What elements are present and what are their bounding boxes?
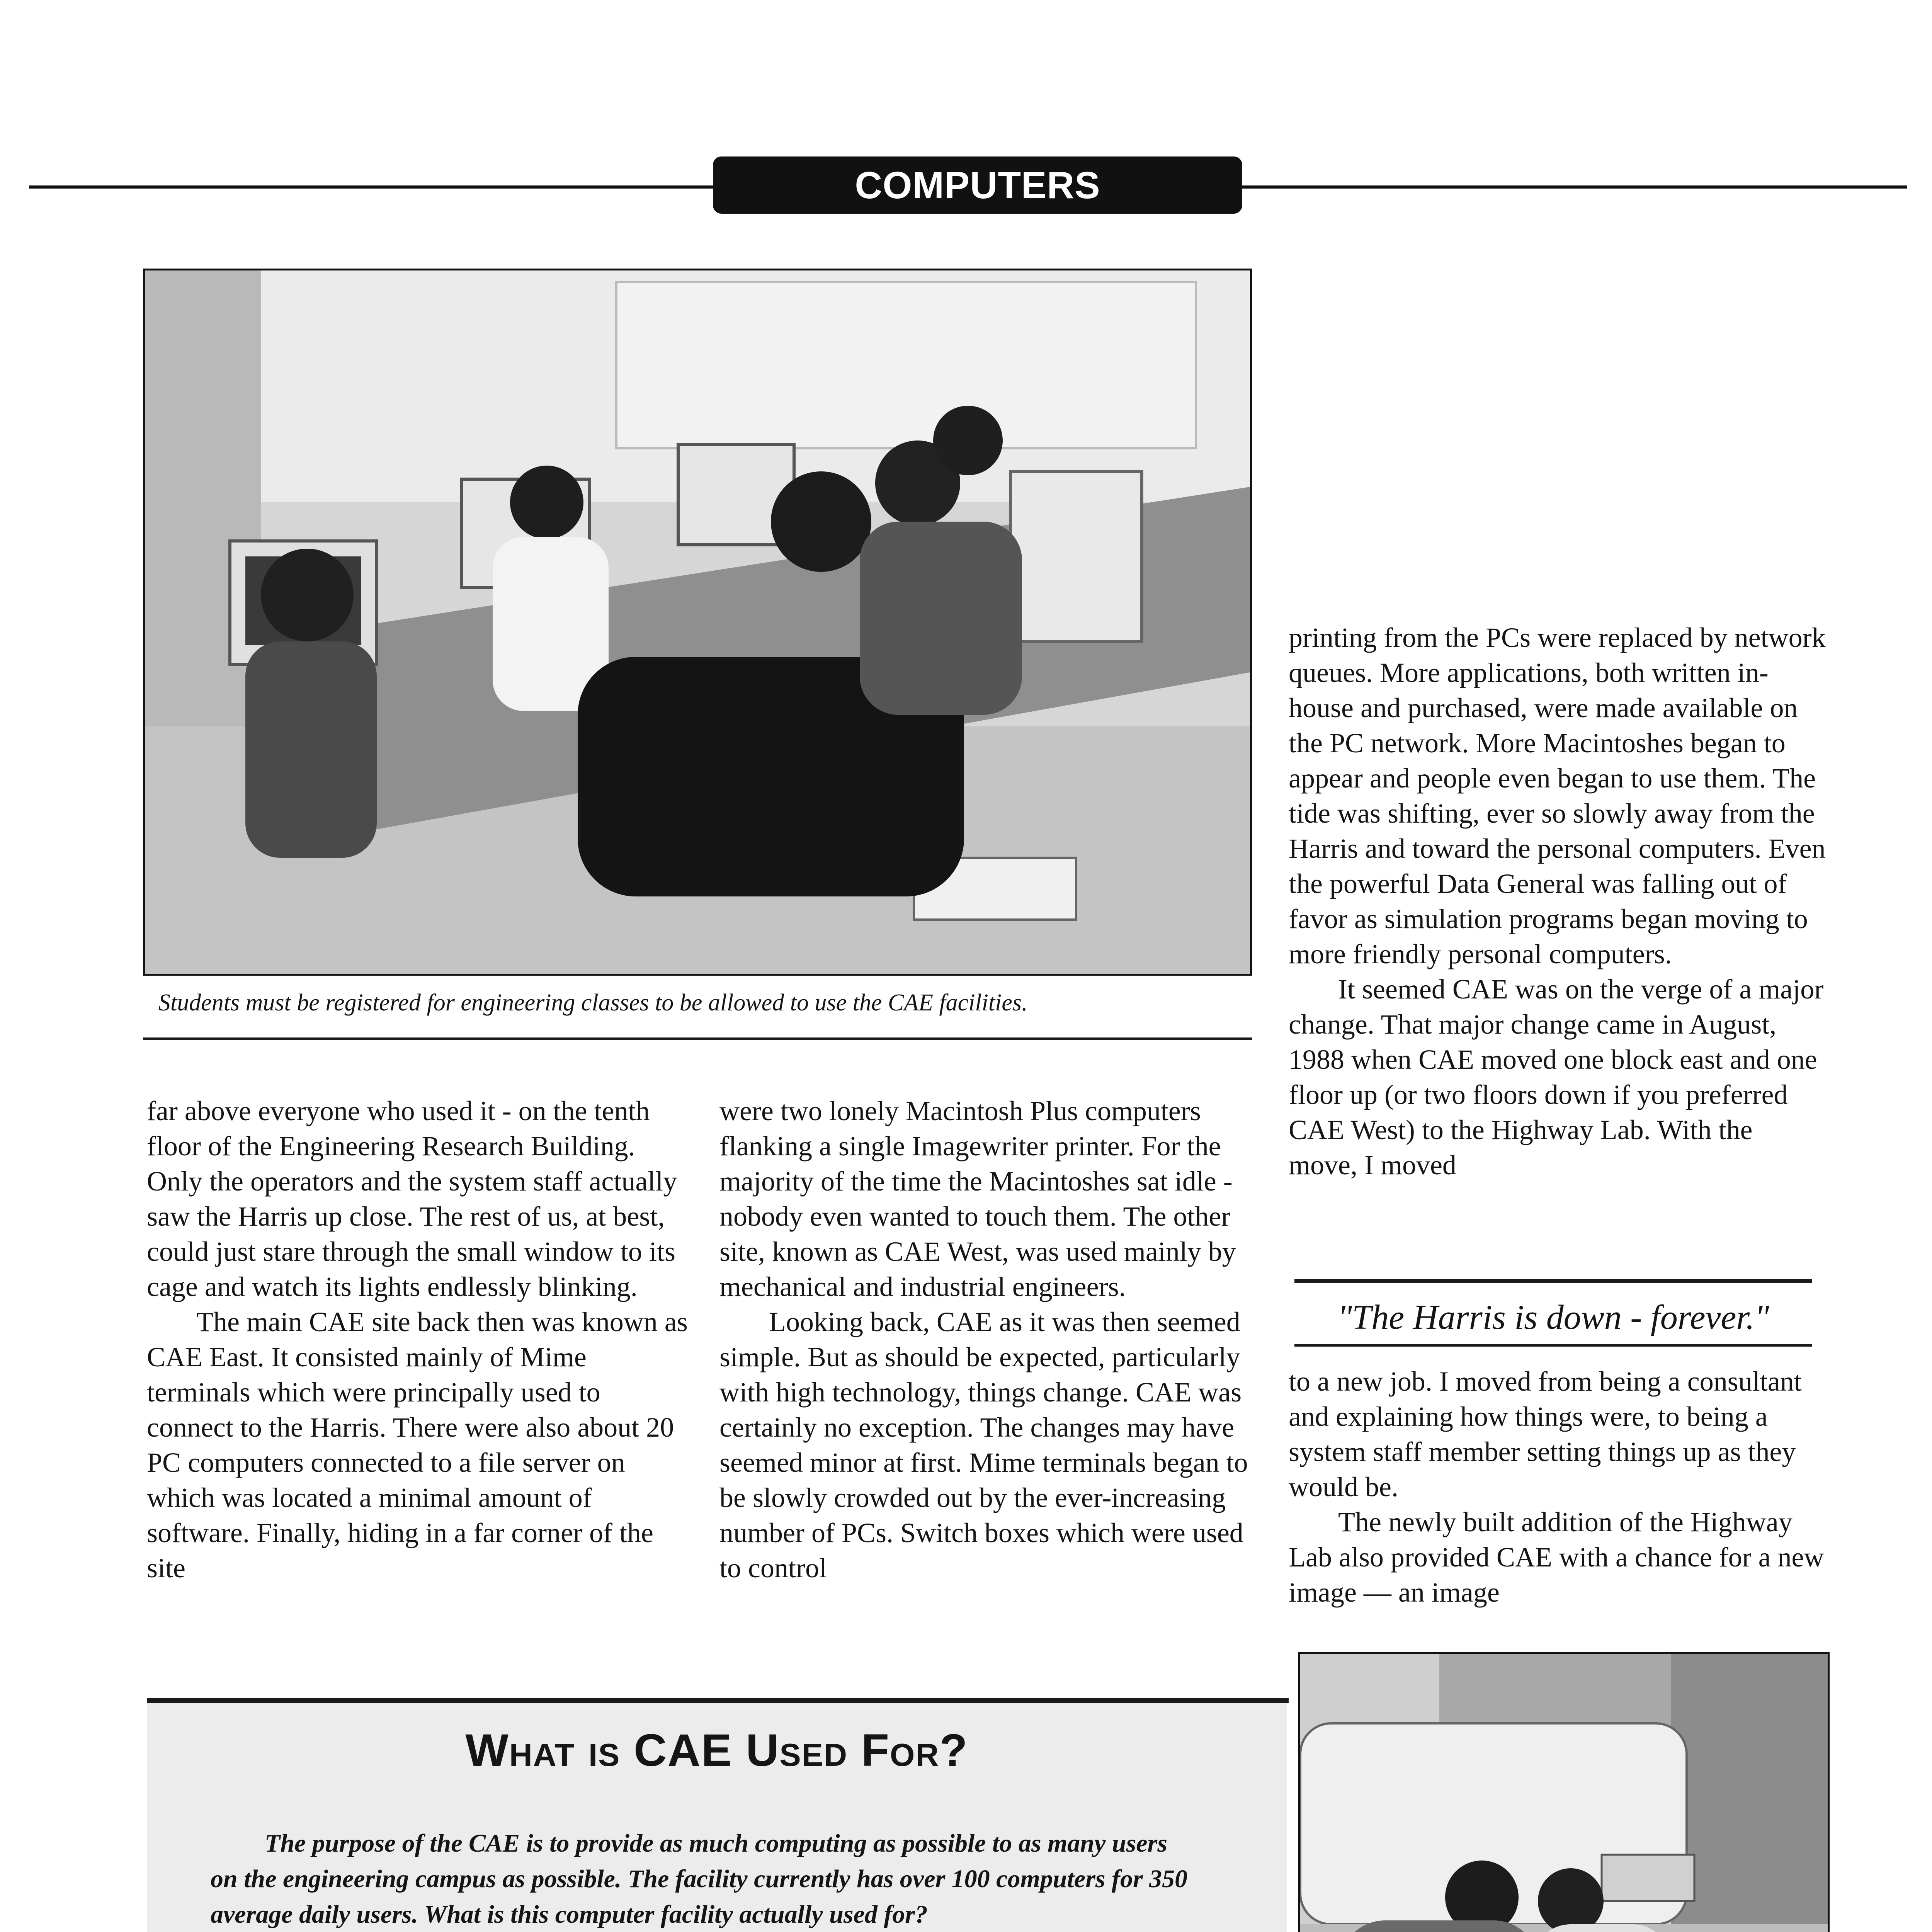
article-column-2 — [719, 1094, 1249, 1586]
article-paragraph: The newly built addition of the Highway Lab also provided CAE with a chance for a new image — an image — [1289, 1507, 1824, 1608]
article-paragraph: The main CAE site back then was known as CAE East. It consisted mainly of Mime terminals which were principally used to connect to the Harris. There were also about 20 PC computers connected to a file server on which was located a minimal amount of software. Finally, hiding in a far corner of the site — [147, 1306, 688, 1583]
article-paragraph: It seemed CAE was on the verge of a major change. That major change came in August, 1988 when CAE moved one block east and one floor up (or two floors down if you preferred CAE West) to the Highway Lab. With the move, I moved — [1289, 974, 1824, 1180]
article-column-3-top — [1289, 620, 1826, 1183]
sidebar-rule-top — [147, 1698, 1289, 1703]
pull-quote-rule-top — [1294, 1279, 1812, 1283]
street-photo — [1298, 1652, 1830, 1932]
sidebar-body — [211, 1826, 1200, 1932]
pull-quote-rule-bottom — [1294, 1344, 1812, 1347]
sidebar-title: What is CAE Used For? — [465, 1725, 968, 1776]
article-column-1 — [147, 1094, 688, 1586]
article-paragraph: printing from the PCs were replaced by network queues. More applications, both written in-house and purchased, were made available on the PC network. More Macintoshes began to appear and people even began to use them. The tide was shifting, ever so slowly away from the Harris and toward the personal computers. Even the powerful Data General was falling out of favor as simulation programs began moving to more friendly personal computers. — [1289, 622, 1826, 969]
article-column-3-bottom — [1289, 1364, 1826, 1610]
article-paragraph: far above everyone who used it - on the tenth floor of the Engineering Research Building. Only the operators and the system staff actually saw the Harris up close. The rest of us, at best, could just stare through the small window to its cage and watch its lights endlessly blinking. — [147, 1095, 677, 1302]
section-banner: COMPUTERS — [713, 156, 1242, 214]
article-paragraph: were two lonely Macintosh Plus computers flanking a single Imagewriter printer. For the majority of the time the Macintoshes sat idle - nobody even wanted to touch them. The other site, known as CAE West, was used mainly by mechanical and industrial engineers. — [719, 1095, 1236, 1302]
pull-quote: "The Harris is down - forever." — [1337, 1298, 1769, 1337]
lab-photo-caption: Students must be registered for engineering classes to be allowed to use the CAE facilities. — [158, 990, 1028, 1016]
lab-photo — [143, 269, 1252, 976]
sidebar-paragraph: The purpose of the CAE is to provide as much computing as possible to as many users on the engineering campus as possible. The facility currently has over 100 computers for 350 average daily users. What is this computer facility actually used for? — [211, 1829, 1188, 1929]
article-paragraph: to a new job. I moved from being a consultant and explaining how things were, to being a system staff member setting things up as they would be. — [1289, 1366, 1802, 1502]
caption-rule — [143, 1037, 1252, 1040]
article-paragraph: Looking back, CAE as it was then seemed simple. But as should be expected, particularly with high technology, things change. CAE was certainly no exception. The changes may have seemed minor at first. Mime terminals began to be slowly crowded out by the ever-increasing number of PCs. Switch boxes which were used to control — [719, 1306, 1248, 1583]
